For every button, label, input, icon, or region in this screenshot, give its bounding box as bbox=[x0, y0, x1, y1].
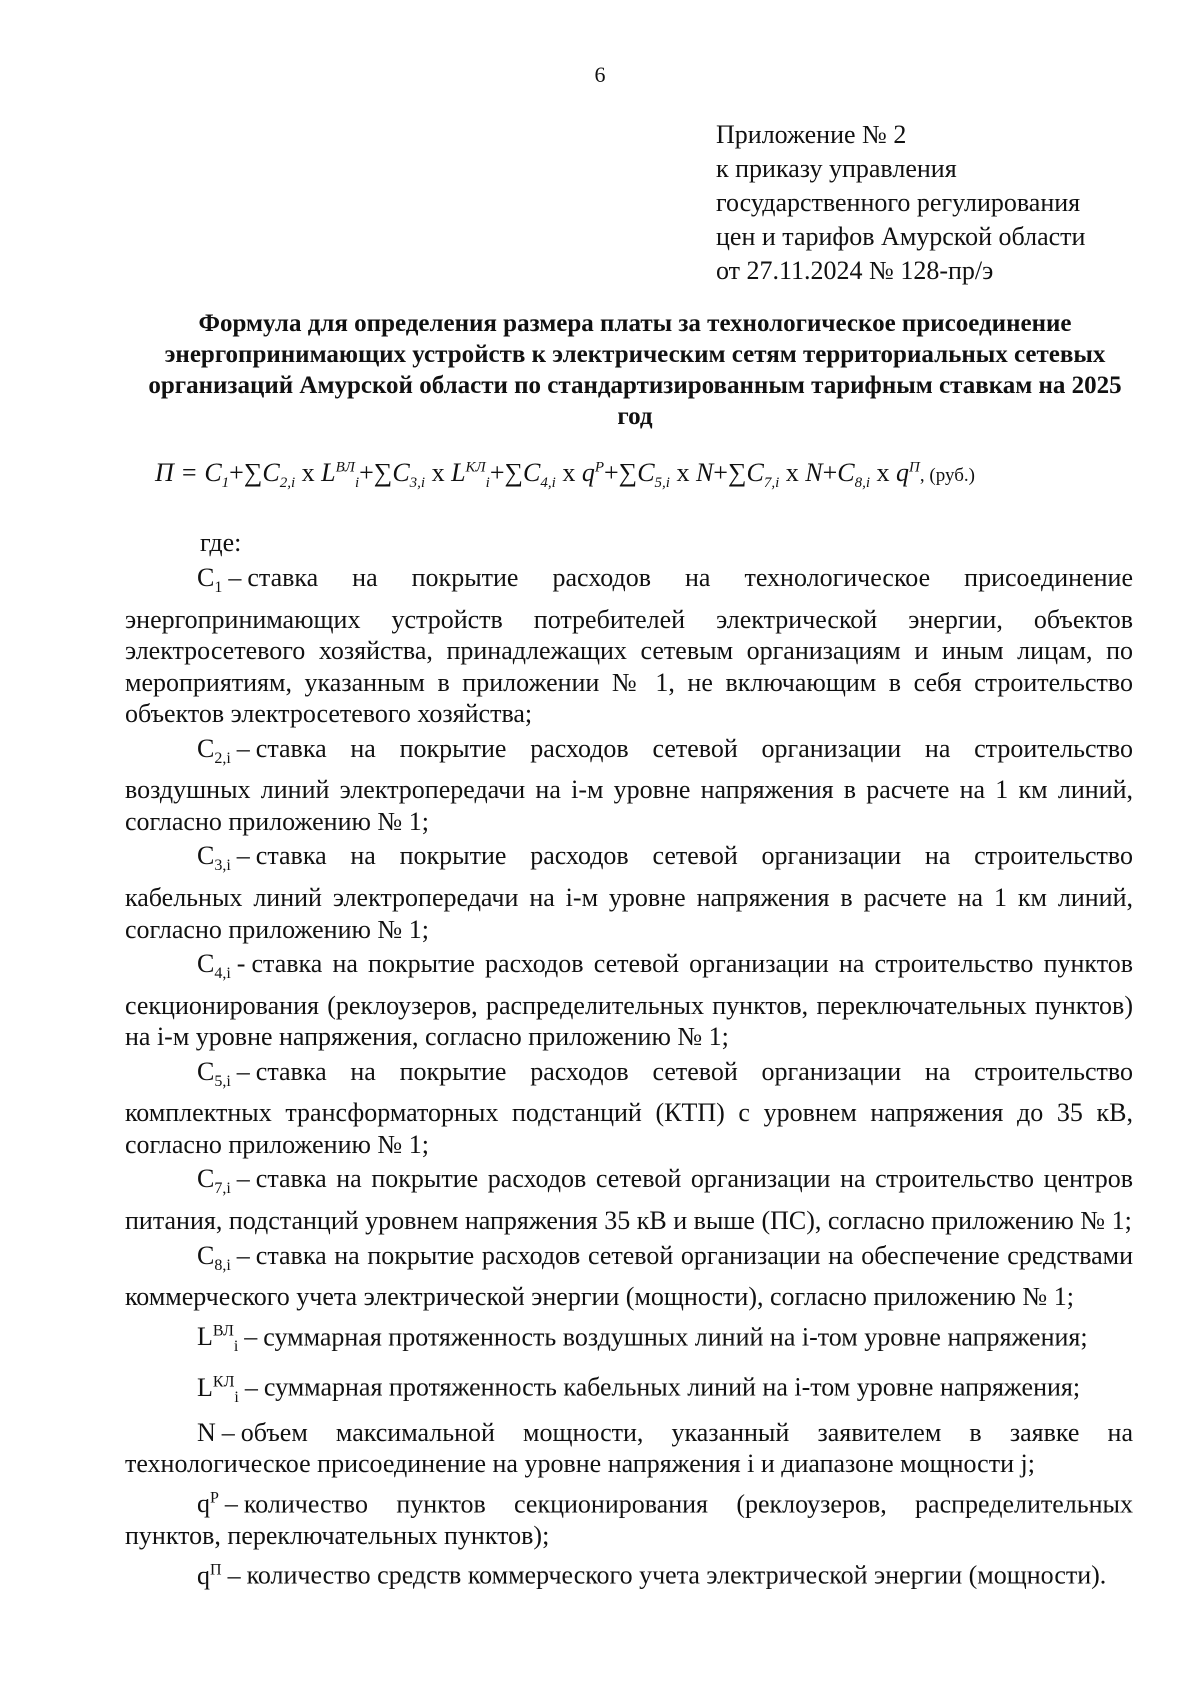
appendix-line: к приказу управления bbox=[716, 154, 957, 183]
document-title: Формула для определения размера платы за технологическое присоединение энергопринимающих устройств к электрическим сетям территориальных сетевых организаций Амурской области по стандартизированным тарифным ставкам на 2025 год bbox=[148, 310, 1122, 430]
definition-symbol bbox=[197, 733, 231, 767]
definition-text: суммарная протяженность воздушных линий на i-том уровне напряжения; bbox=[263, 1322, 1088, 1352]
formula-term: C bbox=[392, 458, 410, 487]
formula-subscript: 4,i bbox=[540, 475, 556, 492]
formula-unit: , (руб.) bbox=[919, 465, 975, 486]
formula-term: N bbox=[805, 458, 823, 487]
formula-subscript: 1 bbox=[221, 475, 230, 492]
definition-dash: – bbox=[244, 1322, 258, 1352]
formula-subscript: 3,i bbox=[409, 475, 426, 492]
formula-operator: +∑ bbox=[713, 458, 747, 487]
symbol-base: L bbox=[197, 1322, 213, 1352]
definition-dash: – bbox=[236, 733, 250, 763]
definition-item bbox=[125, 948, 1133, 1053]
formula-superscript: ВЛ bbox=[335, 459, 355, 476]
definition-item bbox=[125, 840, 1133, 945]
formula-term: q bbox=[896, 458, 910, 487]
symbol-superscript: P bbox=[210, 1489, 219, 1507]
formula-term: C bbox=[746, 458, 764, 487]
formula-operator: x bbox=[555, 458, 582, 487]
symbol-subscript: 1 bbox=[214, 579, 223, 597]
symbol-subscript: 2,i bbox=[214, 749, 231, 767]
page-number: 6 bbox=[594, 62, 606, 87]
symbol-base: q bbox=[197, 1560, 210, 1590]
formula-subscript: 2,i bbox=[279, 475, 296, 492]
formula-superscript: P bbox=[594, 459, 604, 476]
symbol-base: L bbox=[197, 1372, 213, 1402]
appendix-header bbox=[716, 118, 1085, 288]
definition-dash: - bbox=[236, 949, 246, 979]
symbol-subscript: i bbox=[234, 1389, 239, 1406]
definition-symbol bbox=[197, 1489, 219, 1518]
symbol-superscript: ВЛ bbox=[212, 1322, 234, 1340]
symbol-subscript: 8,i bbox=[214, 1256, 231, 1274]
definition-text: ставка на покрытие расходов сетевой организации на строительство комплектных трансформаторных подстанций (КТП) с уровнем напряжения до 35 кВ, согласно приложению № 1; bbox=[125, 1056, 1133, 1159]
symbol-subscript: 7,i bbox=[214, 1180, 231, 1198]
formula-operator: x bbox=[870, 458, 897, 487]
definition-item bbox=[125, 1483, 1133, 1552]
definition-dash: – bbox=[221, 1417, 235, 1447]
definition-text: ставка на покрытие расходов сетевой организации на строительство воздушных линий электропередачи на i-м уровне напряжения в расчете на 1 км линий, согласно приложению № 1; bbox=[125, 733, 1133, 836]
formula-subscript: 7,i bbox=[763, 475, 780, 492]
definition-text: объем максимальной мощности, указанный заявителем в заявке на технологическое присоединение на уровне напряжения i и диапазоне мощности j; bbox=[125, 1417, 1133, 1478]
definition-symbol bbox=[197, 563, 223, 597]
formula-term: q bbox=[581, 458, 595, 487]
symbol-base: C bbox=[197, 1164, 215, 1194]
formula-operator: +∑ bbox=[229, 458, 263, 487]
formula-operator: +∑ bbox=[603, 458, 638, 487]
definition-item bbox=[125, 1417, 1133, 1480]
appendix-line: Приложение № 2 bbox=[716, 120, 907, 149]
formula-lhs: П = bbox=[155, 458, 205, 487]
fee-formula bbox=[155, 458, 1155, 492]
formula-term: C bbox=[204, 458, 222, 487]
where-label: где: bbox=[200, 528, 242, 557]
definition-text: количество средств коммерческого учета электрической энергии (мощности). bbox=[246, 1560, 1107, 1590]
definition-item bbox=[125, 733, 1133, 838]
definition-text: суммарная протяженность кабельных линий на i-том уровне напряжения; bbox=[263, 1372, 1081, 1402]
definition-text: ставка на покрытие расходов на технологическое присоединение энергопринимающих устройств потребителей электрической энергии, объектов электросетевого хозяйства, принадлежащих сетевым организациям и иным лицам, по мероприятиям, указанным в приложении № 1, не включающим в себя строительство объектов электросетевого хозяйства; bbox=[125, 563, 1133, 729]
formula-term: C bbox=[837, 458, 855, 487]
definition-item bbox=[125, 1240, 1133, 1313]
definition-text: ставка на покрытие расходов сетевой организации на строительство центров питания, подстанций уровнем напряжения 35 кВ и выше (ПС), согласно приложению № 1; bbox=[125, 1164, 1133, 1236]
symbol-subscript: i bbox=[233, 1338, 239, 1356]
symbol-subscript: 3,i bbox=[214, 857, 231, 875]
symbol-base: C bbox=[197, 733, 215, 763]
appendix-line: цен и тарифов Амурской области bbox=[716, 222, 1086, 251]
definition-dash: – bbox=[227, 1560, 241, 1590]
formula-operator: x bbox=[779, 458, 806, 487]
definition-symbol bbox=[197, 841, 231, 875]
symbol-base: C bbox=[197, 841, 215, 871]
formula-subscript: 5,i bbox=[654, 475, 670, 492]
formula-operator: +∑ bbox=[359, 458, 393, 487]
formula-term: C bbox=[523, 458, 541, 487]
formula-superscript: КЛ bbox=[465, 459, 486, 476]
definition-symbol bbox=[197, 1418, 216, 1447]
formula-subscript: 8,i bbox=[854, 475, 871, 492]
definitions-list bbox=[125, 562, 1133, 1594]
formula-operator: + bbox=[822, 458, 838, 487]
symbol-base: C bbox=[197, 563, 215, 592]
formula-term: N bbox=[695, 458, 714, 487]
definition-item bbox=[125, 562, 1133, 730]
symbol-superscript: КЛ bbox=[212, 1373, 235, 1391]
definition-dash: – bbox=[244, 1372, 258, 1402]
definition-symbol bbox=[197, 1164, 231, 1198]
definition-item bbox=[125, 1316, 1133, 1363]
definition-symbol bbox=[197, 1240, 231, 1274]
definition-item bbox=[125, 1366, 1133, 1413]
definition-symbol bbox=[197, 1372, 239, 1406]
definition-dash: – bbox=[236, 1056, 250, 1086]
formula-subscript: i bbox=[354, 475, 360, 492]
symbol-base: C bbox=[197, 1240, 215, 1270]
symbol-base: q bbox=[197, 1489, 210, 1519]
formula-operator: x bbox=[295, 458, 322, 487]
definition-symbol bbox=[197, 949, 231, 983]
formula-operator: x bbox=[425, 458, 452, 487]
definition-item bbox=[125, 1056, 1133, 1161]
definition-dash: – bbox=[228, 563, 242, 592]
definition-dash: – bbox=[236, 1240, 250, 1270]
formula-operator: +∑ bbox=[489, 458, 524, 487]
symbol-superscript: П bbox=[210, 1561, 222, 1579]
definition-text: ставка на покрытие расходов сетевой организации на строительство пунктов секционирования (реклоузеров, распределительных пунктов, переключательных пунктов) на i-м уровне напряжения, согласно приложению № 1; bbox=[125, 949, 1133, 1052]
definition-text: ставка на покрытие расходов сетевой организации на обеспечение средствами коммерческого учета электрической энергии (мощности), согласно приложению № 1; bbox=[125, 1240, 1133, 1312]
appendix-date-number: от 27.11.2024 № 128-пр/э bbox=[716, 256, 994, 285]
formula-term: C bbox=[637, 458, 655, 487]
definition-symbol bbox=[197, 1322, 239, 1356]
definition-item bbox=[125, 1554, 1133, 1591]
formula-subscript: i bbox=[485, 475, 490, 492]
definition-item bbox=[125, 1163, 1133, 1236]
formula-term: L bbox=[451, 458, 466, 487]
definition-dash: – bbox=[236, 1164, 250, 1194]
definition-text: ставка на покрытие расходов сетевой организации на строительство кабельных линий электропередачи на i-м уровне напряжения в расчете на 1 км линий, согласно приложению № 1; bbox=[125, 841, 1133, 944]
definition-symbol bbox=[197, 1056, 231, 1090]
definition-dash: – bbox=[236, 841, 250, 871]
definition-dash: – bbox=[224, 1489, 238, 1519]
formula-superscript: П bbox=[909, 459, 920, 476]
symbol-base: N bbox=[197, 1417, 216, 1447]
formula-term: C bbox=[262, 458, 280, 487]
definition-symbol bbox=[197, 1561, 222, 1590]
definition-text: количество пунктов секционирования (реклоузеров, распределительных пунктов, переключательных пунктов); bbox=[125, 1489, 1133, 1550]
symbol-subscript: 4,i bbox=[214, 965, 231, 983]
symbol-base: C bbox=[197, 1056, 215, 1086]
symbol-subscript: 5,i bbox=[214, 1072, 231, 1090]
formula-term: L bbox=[321, 458, 336, 487]
formula-operator: x bbox=[669, 458, 696, 487]
symbol-base: C bbox=[197, 949, 215, 979]
appendix-line: государственного регулирования bbox=[716, 188, 1081, 217]
